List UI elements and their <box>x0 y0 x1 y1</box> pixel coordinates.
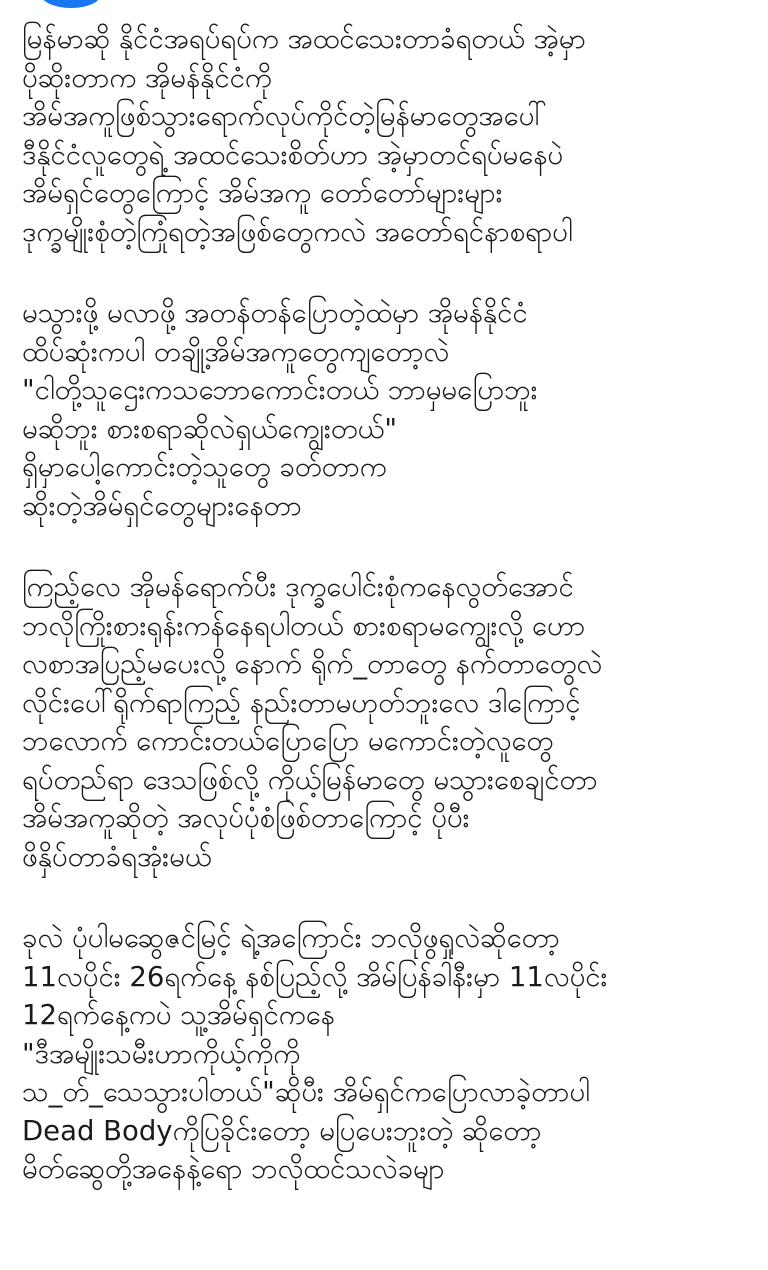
text-line: 12ရက်နေ့ကပဲ သူ့အိမ်ရှင်ကနေ <box>22 999 335 1031</box>
post-paragraph-4 <box>22 919 752 1189</box>
post-paragraph-3 <box>22 568 752 876</box>
text-line: "ငါတို့သူဌေးကသဘောကောင်းတယ် ဘာမှမပြောဘူး <box>22 374 538 406</box>
text-line: ဖိနှိပ်တာခံရအုံးမယ် <box>22 840 212 873</box>
text-line: "ဒီအမျိုးသမီးဟာကိုယ့်ကိုကို <box>22 1037 301 1070</box>
text-line: ကြည့်လေ အိုမန်ရောက်ပီး ဒုက္ခပေါင်းစုံကနေလွတ်အောင် <box>22 571 574 603</box>
text-line: လိုင်းပေါ်ရိုက်ရာကြည့် နည်းတာမဟုတ်ဘူးလေ ဒါကြောင့် <box>22 686 581 719</box>
post-text <box>22 20 752 1232</box>
avatar[interactable] <box>40 0 102 8</box>
text-line: ဒီနိုင်ငံလူတွေရဲ့ အထင်သေးစိတ်ဟာ အဲ့မှာတင်ရပ်မနေပဲ <box>22 138 564 171</box>
text-line: ရပ်တည်ရာ ဒေသဖြစ်လို့ ကိုယ့်မြန်မာတွေ မသွားစေချင်တာ <box>22 763 598 796</box>
text-line: မြန်မာဆို နိုင်ငံအရပ်ရပ်က အထင်သေးတာခံရတယ် အဲ့မှာ <box>22 23 586 55</box>
text-line: ရှိမှာပေါ့ကောင်းတဲ့သူတွေ ခတ်တာက <box>22 451 387 483</box>
text-line: ပိုဆိုးတာက အိုမန်နိုင်ငံကို <box>22 61 272 94</box>
post-paragraph-2 <box>22 294 752 525</box>
text-line: မဆိုဘူး စားစရာဆိုလဲရှယ်ကျွေးတယ်" <box>22 412 397 445</box>
text-line: အိမ်အကူဖြစ်သွားရောက်လုပ်ကိုင်တဲ့မြန်မာတွေအပေါ် <box>22 100 547 132</box>
text-line: မိတ်ဆွေတို့အနေနဲ့ရော ဘလိုထင်သလဲခမျာ <box>22 1153 445 1185</box>
text-line: ဘလောက် ကောင်းတယ်ပြောပြော မကောင်းတဲ့လူတွေ <box>22 725 554 757</box>
text-line: အိမ်ရှင်တွေကြောင့် အိမ်အကူ တော်တော်များများ <box>22 177 503 209</box>
text-line: မသွားဖို့ မလာဖို့ အတန်တန်ပြောတဲ့ထဲမှာ အိုမန်နိုင်ငံ <box>22 297 528 329</box>
text-line: 11လပိုင်း 26ရက်နေ့ နစ်ပြည့်လို့ အိမ်ပြန်ခါနီးမှာ 11လပိုင်း <box>22 960 608 993</box>
text-line: ထိပ်ဆုံးကပါ တချို့အိမ်အကူတွေကျတော့လဲ <box>22 335 450 368</box>
post-paragraph-1 <box>22 20 752 251</box>
text-line: ဘလိုကြိုးစားရုန်းကန်နေရပါတယ် စားစရာမကျွေးလို့ ဟော <box>22 609 586 642</box>
text-line: သ_တ်_သေသွားပါတယ်"ဆိုပီး အိမ်ရှင်ကပြောလာခဲ့တာပါ <box>22 1076 590 1108</box>
text-line: ခုလဲ ပုံပါမဆွေဇင်မြင့် ရဲ့အကြောင်း ဘလိုဖွရှုလဲဆိုတော့ <box>22 922 560 954</box>
text-line: ဒုက္ခမျိုးစုံတဲ့ကြုံရတဲ့အဖြစ်တွေကလဲ အတော်ရင်နာစရာပါ <box>22 215 573 248</box>
text-line: လစာအပြည့်မပေးလို့ နောက် ရိုက်_တာတွေ နက်တာတွေလဲ <box>22 648 603 680</box>
text-line: အိမ်အကူဆိုတဲ့ အလုပ်ပုံစံဖြစ်တာကြောင့် ပိုပီး <box>22 802 470 834</box>
text-line: ဆိုးတဲ့အိမ်ရှင်တွေများနေတာ <box>22 489 302 522</box>
text-line: Dead Bodyကိုပြခိုင်းတော့ မပြပေးဘူးတဲ့ ဆိုတော့ <box>22 1114 542 1147</box>
